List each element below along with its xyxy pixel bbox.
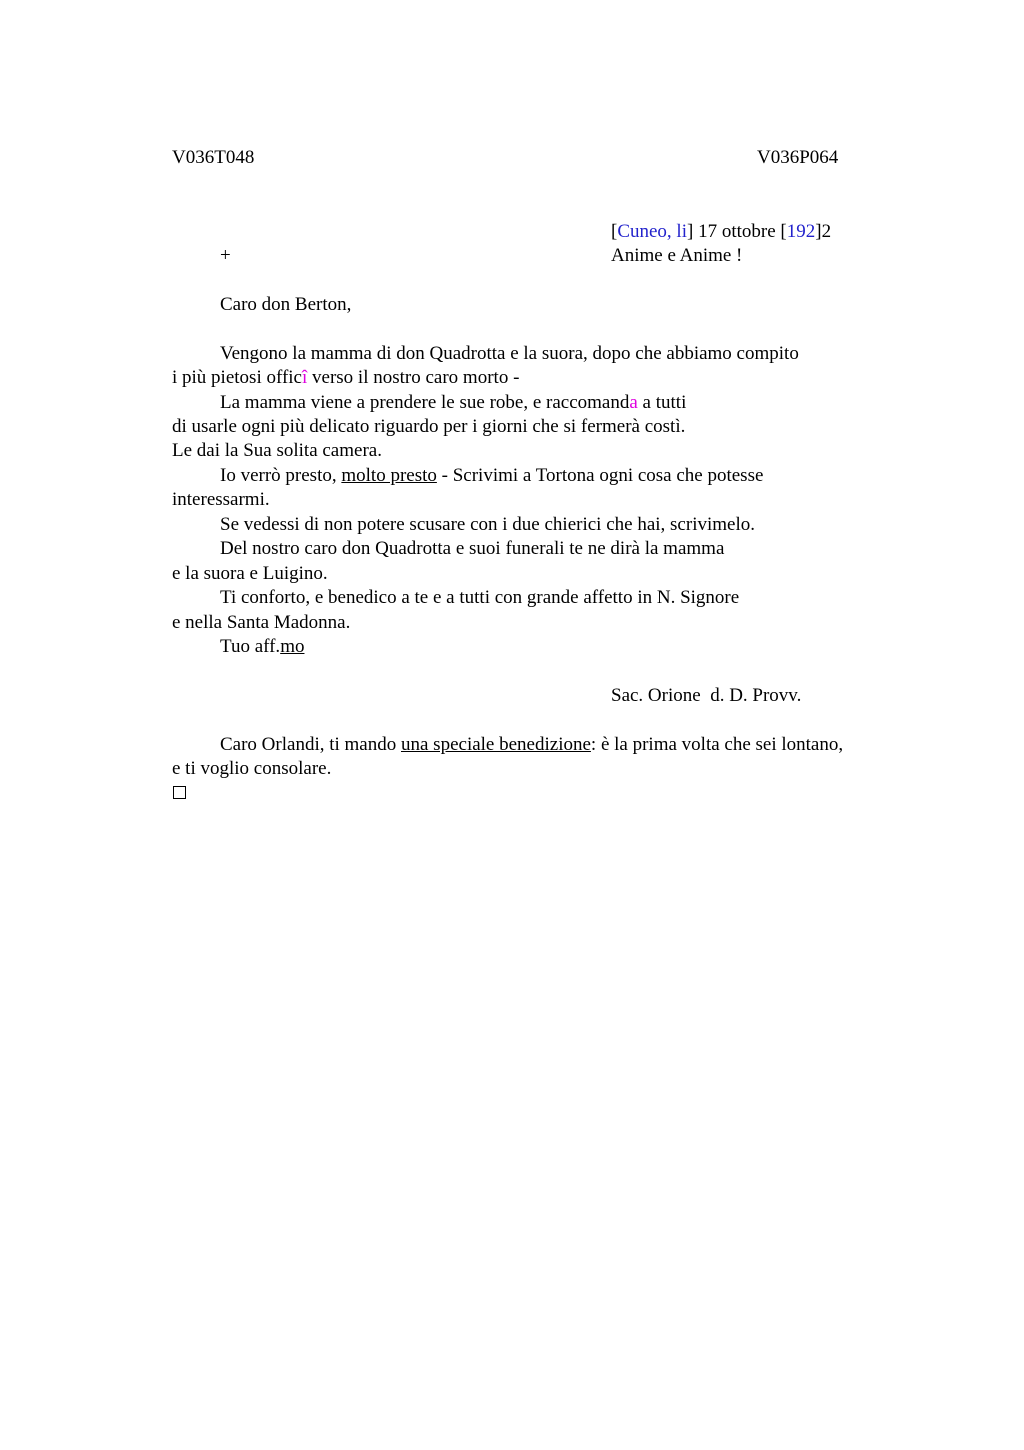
bracket: ] (815, 221, 822, 242)
body-line: e nella Santa Madonna. (172, 612, 351, 633)
body-line: Ti conforto, e benedico a te e a tutti con grande affetto in N. Signore (220, 587, 740, 608)
closing (220, 635, 304, 659)
body-line: Del nostro caro don Quadrotta e suoi funerali te ne dirà la mamma (220, 538, 725, 559)
dateline-date: 17 ottobre (693, 221, 781, 242)
text: Caro Orlandi, ti mando (220, 734, 401, 755)
cross-mark: + (220, 245, 231, 266)
end-square-icon (173, 786, 186, 799)
body-line: interessarmi. (172, 489, 270, 510)
correction-mark: î (302, 367, 308, 388)
correction-mark: a (629, 392, 638, 413)
body-line: di usarle ogni più delicato riguardo per i giorni che si fermerà costì. (172, 416, 686, 437)
bracket: [ (611, 221, 618, 242)
bracket: [ (780, 221, 787, 242)
text: La mamma viene a prendere le sue robe, e raccomand (220, 392, 630, 413)
dateline-year-suffix: 2 (821, 221, 832, 242)
body-line (172, 366, 519, 390)
signature: Sac. Orione d. D. Provv. (611, 685, 802, 706)
text: Io verrò presto, (220, 465, 342, 486)
dateline-year-prefix: 192 (786, 221, 816, 242)
dateline (611, 220, 831, 244)
body-line: e la suora e Luigino. (172, 563, 328, 584)
salutation: Caro don Berton, (220, 294, 352, 315)
underlined-text: molto presto (341, 465, 437, 486)
text: verso il nostro caro morto - (307, 367, 520, 388)
postscript-line: e ti voglio consolare. (172, 758, 332, 779)
text: : è la prima volta che sei lontano, (590, 734, 844, 755)
text: Tuo aff. (220, 636, 281, 657)
body-line: Le dai la Sua solita camera. (172, 440, 382, 461)
text: i più pietosi offic (172, 367, 302, 388)
body-line (220, 391, 686, 415)
motto: Anime e Anime ! (611, 245, 743, 266)
text: a tutti (637, 392, 687, 413)
underlined-text: mo (280, 636, 305, 657)
underlined-text: una speciale benedizione (401, 734, 591, 755)
body-line (220, 464, 763, 488)
document-code-left: V036T048 (172, 147, 255, 168)
dateline-place: Cuneo, li (617, 221, 687, 242)
bracket: ] (687, 221, 694, 242)
document-code-right: V036P064 (757, 147, 839, 168)
postscript-line (220, 733, 843, 757)
body-line: Se vedessi di non potere scusare con i due chierici che hai, scrivimelo. (220, 514, 755, 535)
text: - Scrivimi a Tortona ogni cosa che potesse (436, 465, 764, 486)
body-line: Vengono la mamma di don Quadrotta e la suora, dopo che abbiamo compito (220, 343, 799, 364)
